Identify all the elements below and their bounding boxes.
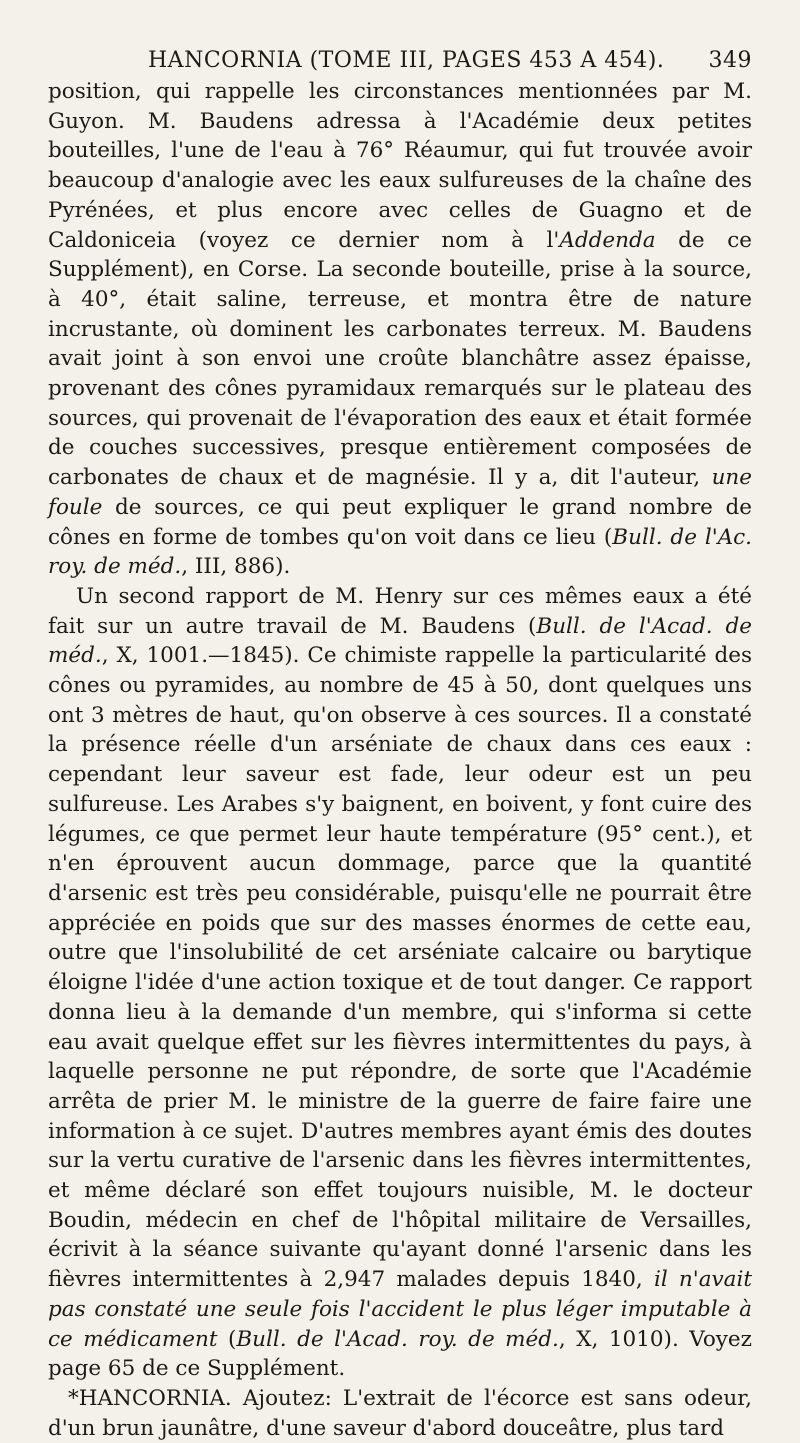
text-segment: position, qui rappelle les circonstances mentionnées par M. Guyon. M. Baudens adressa à l'Académie deux petites bouteilles, l'une de l'eau à 76° Réaumur, qui fut trouvée avoir beaucoup d'analogie avec les eaux sulfureuses de la chaîne des Pyrénées, et plus encore avec celles de Guagno et de Caldoniceia (voyez ce dernier nom à l' (48, 79, 752, 253)
running-head-title: HANCORNIA (TOME III, PAGES 453 A 454). (148, 48, 665, 73)
text-segment: Un second rapport de M. Henry sur ces mêmes eaux a été fait sur un autre travail de M. Baudens ( (48, 583, 752, 639)
italic-segment: Bull. de l'Ac. roy. de méd. (48, 524, 753, 580)
body-text (48, 77, 752, 1443)
text-segment: de ce Supplément), en Corse. La seconde bouteille, prise à la source, à 40°, était saline, terreuse, et montra être de nature incrustante, où dominent les carbonates terreux. M. Baudens avait joint à son envoi une croûte blanchâtre assez épaisse, provenant des cônes pyramidaux remarqués sur le plateau des sources, qui provenait de l'évaporation des eaux et était formée de couches successives, presque entièrement composées de carbonates de chaux et de magnésie. Il y a, dit l'auteur, (48, 227, 752, 491)
paragraph-3 (48, 1384, 752, 1443)
text-segment: , X, 1010). Voyez page 65 de ce Supplément. (48, 1326, 752, 1382)
text-segment: ( (217, 1326, 237, 1352)
italic-segment: Addenda (559, 227, 656, 253)
running-head (48, 48, 752, 73)
italic-segment: une foule (48, 465, 752, 520)
text-segment: *HANCORNIA. Ajoutez: L'extrait de l'écorce est sans odeur, d'un brun jaunâtre, d'une saveur d'abord douceâtre, plus tard (48, 1385, 752, 1441)
text-segment: , X, 1001.—1845). Ce chimiste rappelle la particularité des cônes ou pyramides, au nombre de 45 à 50, dont quelques uns ont 3 mètres de haut, qu'on observe à ces sources. Il a constaté la présence réelle d'un arséniate de chaux dans ces eaux : cependant leur saveur est fade, leur odeur est un peu sulfureuse. Les Arabes s'y baignent, en boivent, y font cuire des légumes, ce que permet leur haute température (95° cent.), et n'en éprouvent aucun dommage, parce que la quantité d'arsenic est très peu considérable, puisqu'elle ne pourrait être appréciée en poids que sur des masses énormes de cette eau, outre que l'insolubilité de cet arséniate calcaire ou barytique éloigne l'idée d'une action toxique et de tout danger. Ce rapport donna lieu à la demande d'un membre, qui s'informa si cette eau avait quelque effet sur les fièvres intermittentes du pays, à laquelle personne ne put répondre, de sorte que l'Académie arrêta de prier M. le ministre de la guerre de faire faire une information à ce sujet. D'autres membres ayant émis des doutes sur la vertu curative de l'arsenic dans les fièvres intermittentes, et même déclaré son effet toujours nuisible, M. le docteur Boudin, médecin en chef de l'hôpital militaire de Versailles, écrivit à la séance suivante qu'ayant donné l'arsenic dans les fièvres intermittentes à 2,947 malades depuis 1840, (48, 643, 752, 1293)
text-segment: , III, 886). (181, 554, 291, 580)
italic-segment: il n'avait pas constaté une seule fois l'accident le plus léger imputable à ce médicament (48, 1267, 752, 1352)
paragraph-2 (48, 582, 752, 1384)
text-segment: de sources, ce qui peut expliquer le grand nombre de cônes en forme de tombes qu'on voit dans ce lieu ( (48, 494, 752, 550)
italic-segment: Bull. de l'Acad. roy. de méd. (236, 1326, 559, 1352)
paragraph-1 (48, 77, 752, 582)
italic-segment: Bull. de l'Acad. de méd. (48, 613, 752, 669)
page-number: 349 (708, 48, 752, 73)
